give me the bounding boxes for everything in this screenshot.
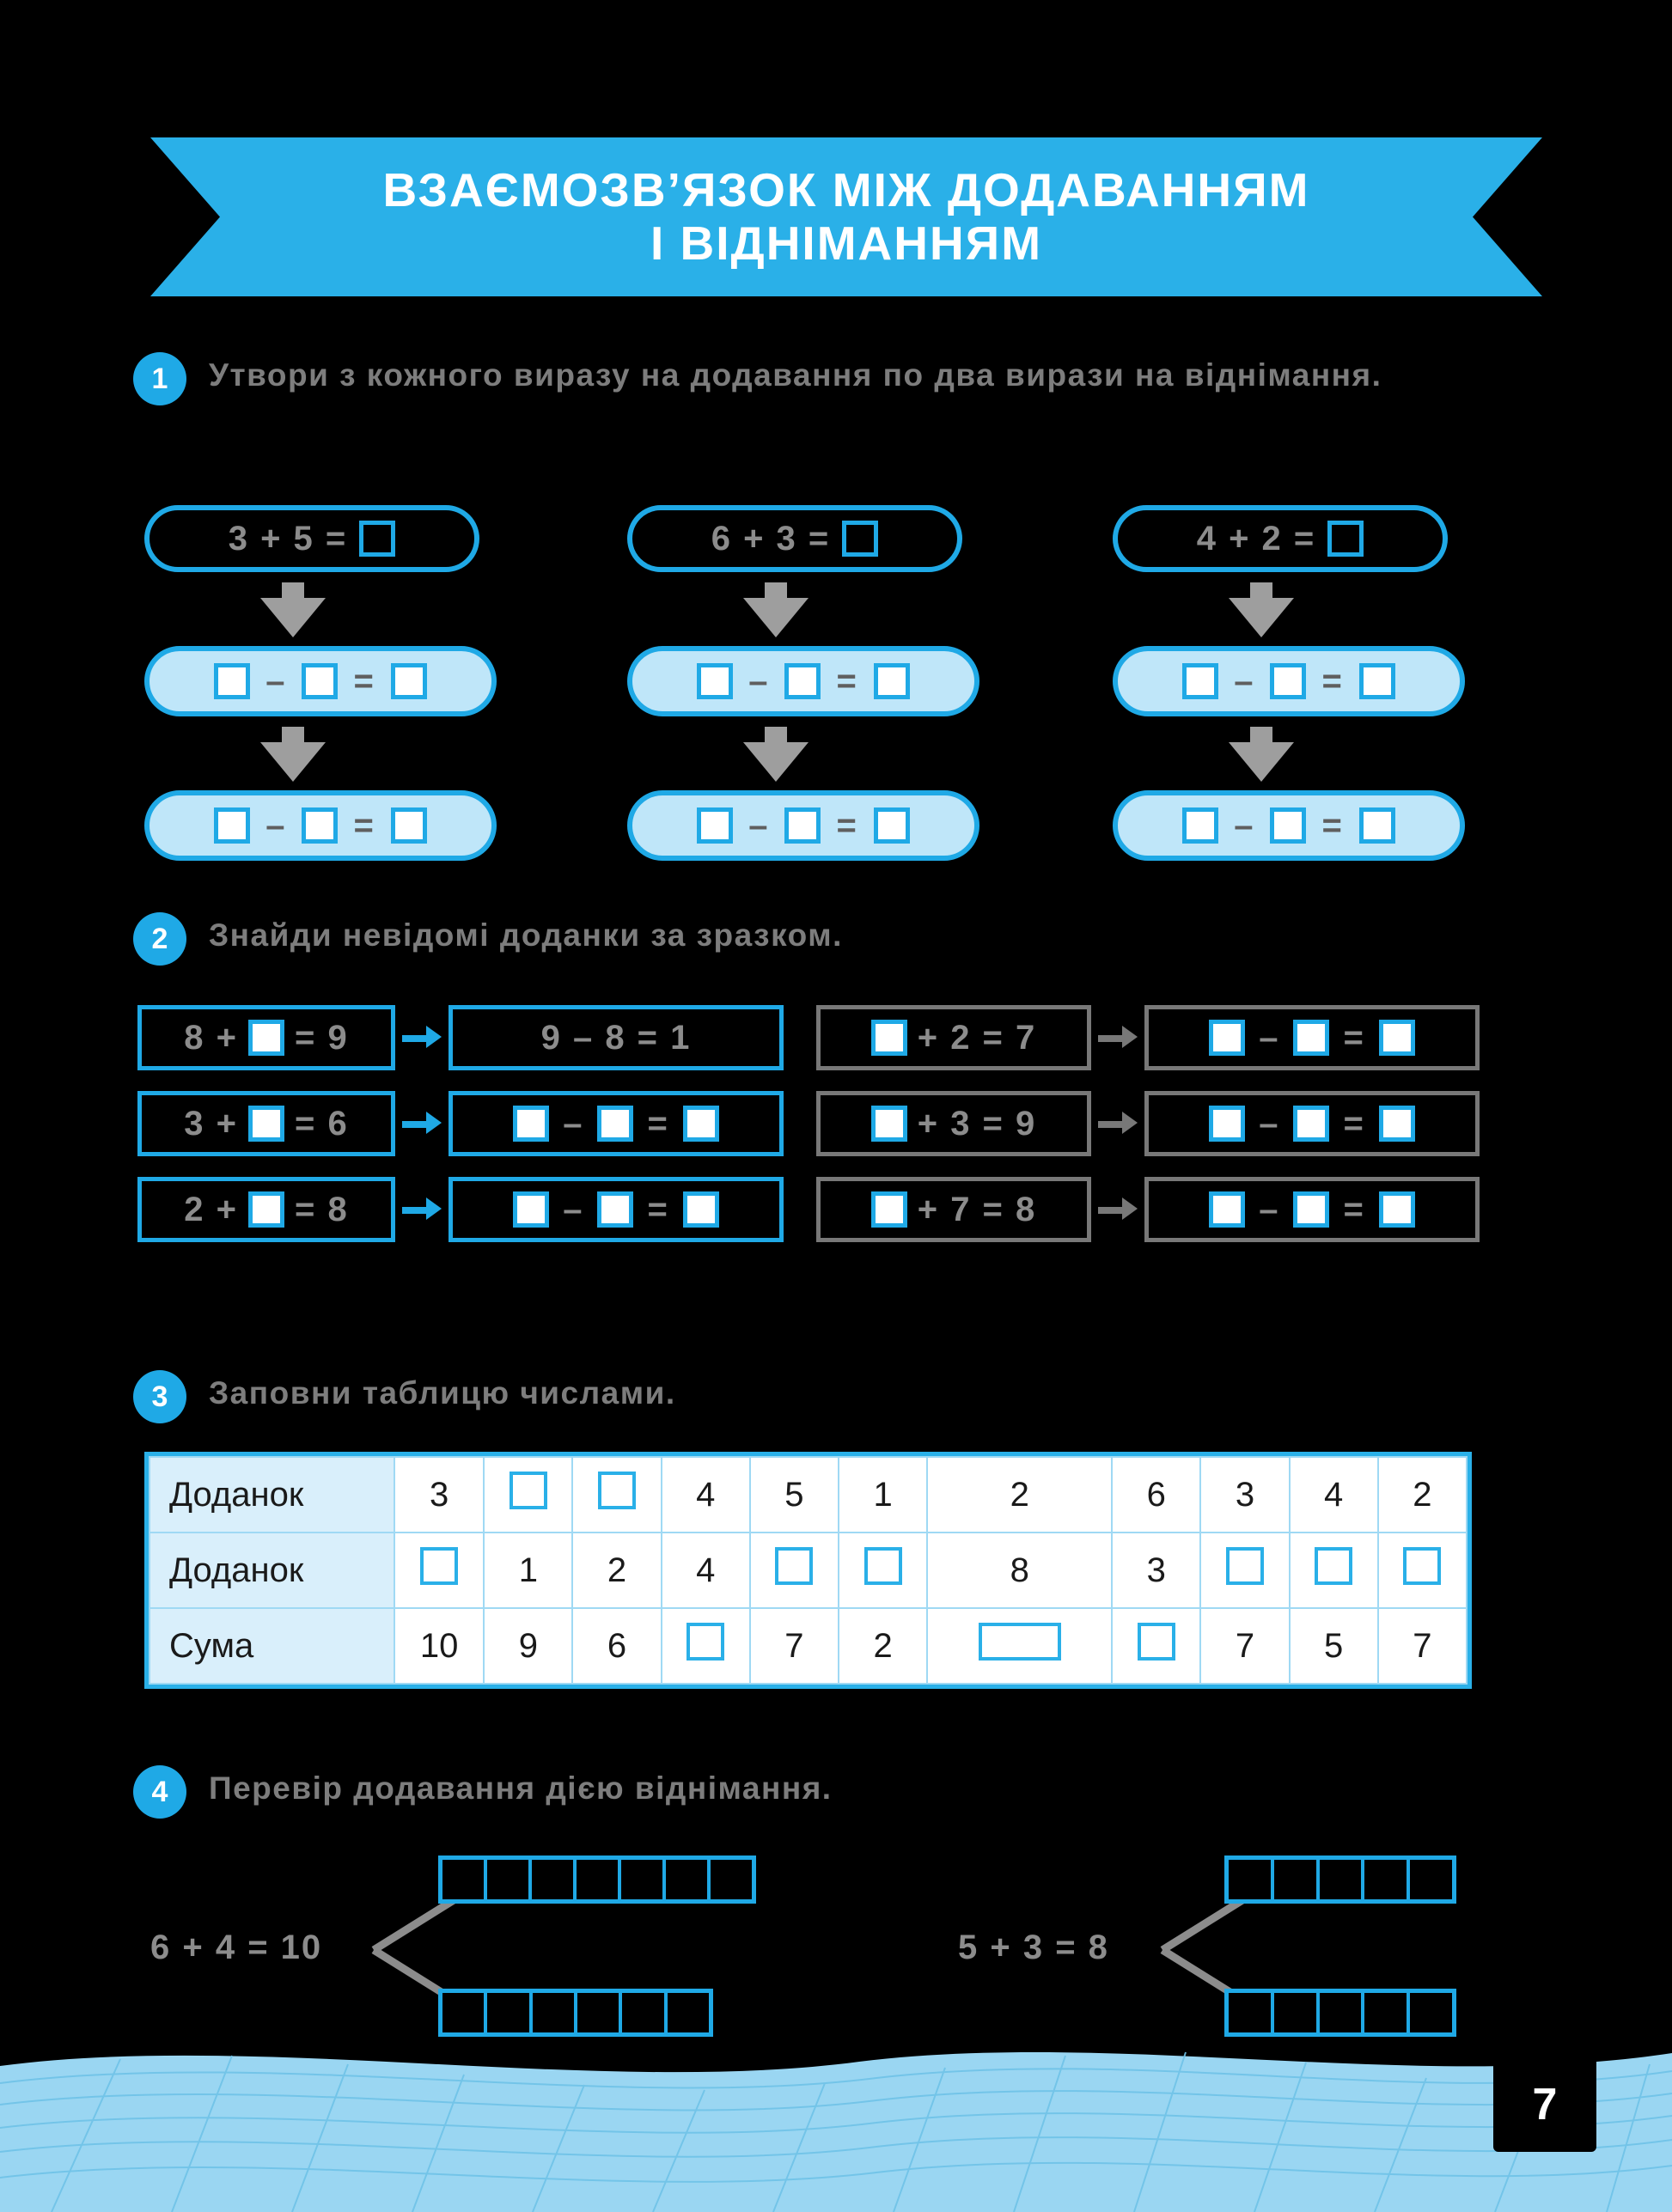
equals-sign: =: [1321, 806, 1344, 844]
table-cell[interactable]: [394, 1533, 484, 1608]
answer-box[interactable]: [697, 663, 733, 699]
equals-sign: =: [647, 1104, 669, 1143]
answer-box[interactable]: [302, 663, 338, 699]
source-left: 3 +: [184, 1104, 238, 1143]
answer-box[interactable]: [683, 1191, 719, 1228]
task2-right-row-1: [816, 1005, 1480, 1070]
row-header-sum: Сума: [150, 1608, 394, 1684]
task2-source-equation[interactable]: [816, 1177, 1091, 1242]
task2-source-equation[interactable]: [137, 1091, 395, 1156]
minus-sign: –: [265, 661, 287, 700]
source-left: 2 +: [184, 1190, 238, 1228]
task-2-number: 2: [133, 912, 186, 966]
answer-box[interactable]: [1270, 807, 1306, 844]
answer-box[interactable]: [391, 807, 427, 844]
task1-column-2: [627, 505, 979, 861]
equals-sign: =: [1343, 1104, 1365, 1143]
answer-box[interactable]: [1327, 521, 1364, 557]
task1-col2-row2: [627, 790, 979, 861]
arrow-right-icon: [1098, 1033, 1138, 1042]
table-cell[interactable]: 9: [484, 1608, 572, 1684]
table-cell[interactable]: 6: [572, 1608, 661, 1684]
task2-left-row-1: [137, 1005, 784, 1070]
row-header-addend-1: Доданок: [150, 1457, 394, 1533]
equals-sign: =: [836, 806, 858, 844]
task1-col1-row2: [144, 790, 497, 861]
answer-box[interactable]: [784, 663, 821, 699]
minus-sign: –: [1259, 1018, 1280, 1057]
answer-box[interactable]: [1293, 1106, 1329, 1142]
answer-box[interactable]: [1359, 807, 1395, 844]
answer-box[interactable]: [1359, 663, 1395, 699]
answer-box[interactable]: [864, 1547, 902, 1585]
answer-box[interactable]: [775, 1547, 813, 1585]
source-right: = 9: [295, 1018, 349, 1057]
task-3-number: 3: [133, 1370, 186, 1423]
table-cell[interactable]: 7: [1200, 1608, 1289, 1684]
task2-right-group: [816, 1005, 1480, 1242]
table-row: [150, 1533, 1467, 1608]
answer-box[interactable]: [302, 807, 338, 844]
task2-left-row-3: [137, 1177, 784, 1242]
table-cell[interactable]: [1290, 1533, 1378, 1608]
minus-sign: –: [1234, 806, 1255, 844]
table-cell[interactable]: 4: [1290, 1457, 1378, 1533]
table-cell[interactable]: 5: [750, 1457, 839, 1533]
table-cell[interactable]: 1: [839, 1457, 927, 1533]
arrow-down-3b: [1113, 727, 1465, 782]
table-cell[interactable]: 4: [662, 1457, 750, 1533]
task1-col1-sum-pill: [144, 505, 479, 572]
answer-box[interactable]: [1379, 1020, 1415, 1056]
table-cell[interactable]: 4: [662, 1533, 750, 1608]
answer-box[interactable]: [214, 807, 250, 844]
source-right: = 6: [295, 1104, 349, 1143]
minus-sign: –: [265, 806, 287, 844]
answer-box[interactable]: [1403, 1547, 1441, 1585]
table-row: [150, 1608, 1467, 1684]
answer-box[interactable]: [1182, 807, 1218, 844]
table-cell[interactable]: [1200, 1533, 1289, 1608]
addends-sum-table: [144, 1452, 1472, 1689]
source-right: + 7 = 8: [917, 1190, 1037, 1228]
table-cell[interactable]: 3: [394, 1457, 484, 1533]
arrow-right-icon: [402, 1119, 442, 1128]
answer-box[interactable]: [391, 663, 427, 699]
task1-col1-sum-text: 3 + 5 =: [228, 519, 348, 558]
task1-col3-row1: [1113, 646, 1465, 716]
answer-box[interactable]: [598, 1472, 636, 1509]
arrow-right-icon: [1098, 1119, 1138, 1128]
minus-sign: –: [563, 1190, 584, 1228]
minus-sign: –: [1259, 1104, 1280, 1143]
minus-sign: –: [1259, 1190, 1280, 1228]
table-cell[interactable]: 7: [1378, 1608, 1467, 1684]
table-cell[interactable]: 3: [1200, 1457, 1289, 1533]
answer-box[interactable]: [784, 807, 821, 844]
task4-strip-top-2[interactable]: [1224, 1856, 1456, 1904]
answer-box[interactable]: [871, 1020, 907, 1056]
answer-box[interactable]: [1226, 1547, 1264, 1585]
task-4-number: 4: [133, 1765, 186, 1819]
answer-box[interactable]: [871, 1191, 907, 1228]
task1-col2-row1: [627, 646, 979, 716]
answer-box[interactable]: [248, 1020, 284, 1056]
table-cell[interactable]: [839, 1533, 927, 1608]
task4-expression-1: 6 + 4 = 10: [150, 1929, 323, 1966]
task1-column-3: [1113, 505, 1465, 861]
answer-box[interactable]: [510, 1472, 547, 1509]
page-title-line2: І ВІДНІМАННЯМ: [650, 216, 1043, 270]
table-cell[interactable]: [572, 1457, 661, 1533]
table-cell[interactable]: [484, 1457, 572, 1533]
task2-source-equation[interactable]: [816, 1005, 1091, 1070]
answer-box[interactable]: [248, 1106, 284, 1142]
task2-result-equation[interactable]: [449, 1177, 784, 1242]
answer-box[interactable]: [1270, 663, 1306, 699]
table-cell[interactable]: 2: [839, 1608, 927, 1684]
answer-box[interactable]: [871, 1106, 907, 1142]
task2-source-equation[interactable]: [816, 1091, 1091, 1156]
equals-sign: =: [836, 661, 858, 700]
task2-result-equation[interactable]: 9 – 8 = 1: [449, 1005, 784, 1070]
task2-source-equation[interactable]: [137, 1177, 395, 1242]
equals-sign: =: [353, 806, 375, 844]
arrow-right-icon: [1098, 1205, 1138, 1214]
task2-source-equation[interactable]: [137, 1005, 395, 1070]
table-cell[interactable]: [750, 1533, 839, 1608]
task1-col1-row1: [144, 646, 497, 716]
answer-box[interactable]: [597, 1191, 633, 1228]
task1-col3-row2: [1113, 790, 1465, 861]
task2-left-group: [137, 1005, 784, 1242]
equals-sign: =: [1343, 1190, 1365, 1228]
task-3-text: Заповни таблицю числами.: [209, 1375, 676, 1411]
answer-box[interactable]: [420, 1547, 458, 1585]
task2-result-equation[interactable]: [1144, 1005, 1480, 1070]
minus-sign: –: [748, 661, 770, 700]
footer-decoration: [0, 2014, 1672, 2212]
task1-col3-sum-pill: [1113, 505, 1448, 572]
task4-strip-top-1[interactable]: [438, 1856, 756, 1904]
task-4-text: Перевір додавання дією віднімання.: [209, 1770, 833, 1806]
minus-sign: –: [1234, 661, 1255, 700]
answer-box[interactable]: [513, 1191, 549, 1228]
arrow-right-icon: [402, 1205, 442, 1214]
task1-col2-sum-text: 6 + 3 =: [711, 519, 831, 558]
table-row: [150, 1457, 1467, 1533]
page-banner: [150, 137, 1542, 296]
task2-result-equation[interactable]: [1144, 1091, 1480, 1156]
source-right: = 8: [295, 1190, 349, 1228]
table-cell[interactable]: 3: [1112, 1533, 1200, 1608]
table-cell[interactable]: 2: [1378, 1457, 1467, 1533]
task2-result-equation[interactable]: [1144, 1177, 1480, 1242]
table-cell[interactable]: 5: [1290, 1608, 1378, 1684]
answer-box[interactable]: [513, 1106, 549, 1142]
table-cell[interactable]: 7: [750, 1608, 839, 1684]
answer-box[interactable]: [686, 1623, 724, 1661]
answer-box[interactable]: [874, 663, 910, 699]
table-cell[interactable]: [662, 1608, 750, 1684]
task2-left-row-2: [137, 1091, 784, 1156]
task2-right-row-2: [816, 1091, 1480, 1156]
task1-col3-sum-text: 4 + 2 =: [1196, 519, 1316, 558]
equals-sign: =: [1343, 1018, 1365, 1057]
answer-box[interactable]: [214, 663, 250, 699]
answer-box[interactable]: [1379, 1106, 1415, 1142]
task1-col2-sum-pill: [627, 505, 962, 572]
answer-box[interactable]: [979, 1623, 1061, 1661]
task-2-text: Знайди невідомі доданки за зразком.: [209, 917, 843, 953]
table-cell[interactable]: 1: [484, 1533, 572, 1608]
arrow-down-2a: [627, 582, 979, 637]
page-number: 7: [1493, 2057, 1596, 2152]
table-cell[interactable]: 10: [394, 1608, 484, 1684]
source-right: + 3 = 9: [917, 1104, 1037, 1143]
arrow-down-1b: [144, 727, 497, 782]
answer-box[interactable]: [1315, 1547, 1352, 1585]
answer-box[interactable]: [1209, 1020, 1245, 1056]
task-1-number: 1: [133, 352, 186, 405]
answer-box[interactable]: [1379, 1191, 1415, 1228]
minus-sign: –: [748, 806, 770, 844]
answer-box[interactable]: [1182, 663, 1218, 699]
table-cell[interactable]: [1378, 1533, 1467, 1608]
wave-pattern-icon: [0, 2014, 1672, 2212]
answer-box[interactable]: [359, 521, 395, 557]
answer-box[interactable]: [1293, 1020, 1329, 1056]
task2-right-row-3: [816, 1177, 1480, 1242]
answer-box[interactable]: [1209, 1106, 1245, 1142]
answer-box[interactable]: [248, 1191, 284, 1228]
answer-box[interactable]: [1138, 1623, 1175, 1661]
equals-sign: =: [647, 1190, 669, 1228]
answer-box[interactable]: [874, 807, 910, 844]
answer-box[interactable]: [1293, 1191, 1329, 1228]
minus-sign: –: [563, 1104, 584, 1143]
source-left: 8 +: [184, 1018, 238, 1057]
table-cell[interactable]: 2: [572, 1533, 661, 1608]
answer-box[interactable]: [1209, 1191, 1245, 1228]
task-1-text: Утвори з кожного виразу на додавання по два вирази на віднімання.: [209, 357, 1382, 393]
table-cell[interactable]: 6: [1112, 1457, 1200, 1533]
equals-sign: =: [1321, 661, 1344, 700]
arrow-down-2b: [627, 727, 979, 782]
answer-box[interactable]: [842, 521, 878, 557]
task1-column-1: [144, 505, 497, 861]
table-cell[interactable]: 8: [927, 1533, 1112, 1608]
arrow-right-icon: [402, 1033, 442, 1042]
answer-box[interactable]: [683, 1106, 719, 1142]
arrow-down-3a: [1113, 582, 1465, 637]
answer-box[interactable]: [597, 1106, 633, 1142]
table-cell[interactable]: [927, 1608, 1112, 1684]
table-cell[interactable]: [1112, 1608, 1200, 1684]
row-header-addend-2: Доданок: [150, 1533, 394, 1608]
arrow-down-1a: [144, 582, 497, 637]
source-right: + 2 = 7: [917, 1018, 1037, 1057]
page-title-line1: ВЗАЄМОЗВ’ЯЗОК МІЖ ДОДАВАННЯМ: [382, 162, 1310, 216]
answer-box[interactable]: [697, 807, 733, 844]
page-title: [150, 137, 1542, 296]
equals-sign: =: [353, 661, 375, 700]
table-cell[interactable]: 2: [927, 1457, 1112, 1533]
task4-expression-2: 5 + 3 = 8: [958, 1929, 1109, 1966]
task2-result-equation[interactable]: [449, 1091, 784, 1156]
